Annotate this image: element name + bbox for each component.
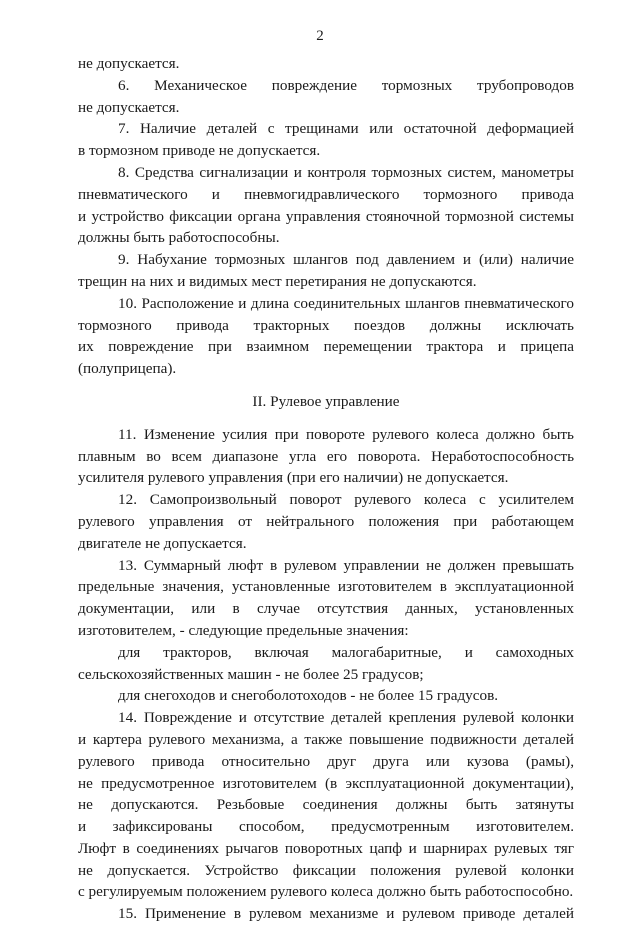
paragraph: [78, 642, 574, 686]
text-line: для снегоходов и снегоболотоходов - не более 15 градусов.: [118, 687, 499, 705]
text-line: с регулируемым положением рулевого колеса должно быть работоспособно.: [78, 883, 574, 901]
text-line: 6. Механическое повреждение тормозных трубопроводов: [118, 76, 574, 94]
text-line: документации, или в случае отсутствия данных, установленных: [78, 600, 574, 618]
text-line: и устройство фиксации органа управления стояночной тормозной системы: [78, 207, 574, 225]
text-line: и зафиксированы способом, предусмотренным изготовителем.: [78, 818, 574, 836]
text-line: не допускается. Устройство фиксации положения рулевой колонки: [78, 861, 574, 879]
text-line: усилителя рулевого управления (при его наличии) не допускается.: [78, 469, 509, 487]
section-heading: II. Рулевое управление: [252, 392, 400, 410]
text-line: в тормозном приводе не допускается.: [78, 142, 321, 160]
text-line: 13. Суммарный люфт в рулевом управлении не должен превышать: [118, 556, 574, 574]
paragraph: [78, 707, 574, 903]
paragraph: [78, 75, 574, 119]
text-line: предельные значения, установленные изготовителем в эксплуатационной: [78, 578, 574, 596]
text-line: изготовителем, - следующие предельные значения:: [78, 621, 409, 639]
paragraph: [78, 424, 574, 489]
paragraph: [78, 555, 574, 642]
text-line: не допускается.: [78, 98, 180, 116]
text-line: и картера рулевого механизма, а также повышение подвижности деталей: [78, 730, 574, 748]
text-line: 8. Средства сигнализации и контроля тормозных систем, манометры: [118, 163, 574, 181]
text-line: 15. Применение в рулевом механизме и рулевом приводе деталей: [118, 905, 574, 923]
text-line: не допускаются. Резьбовые соединения должны быть затянуты: [78, 796, 574, 814]
page-number: 2: [316, 28, 324, 44]
text-line: рулевого управления от нейтрального положения при работающем: [78, 512, 574, 530]
document-body: [78, 53, 574, 925]
text-line: рулевого привода относительно друг друга или кузова (рамы),: [78, 752, 574, 770]
text-line: 7. Наличие деталей с трещинами или остаточной деформацией: [118, 120, 574, 138]
text-line: их повреждение при взаимном перемещении трактора и прицепа: [78, 338, 574, 356]
text-line: пневматического и пневмогидравлического тормозного привода: [78, 185, 574, 203]
paragraph: [78, 162, 574, 249]
paragraph: [78, 489, 574, 554]
paragraph: [78, 118, 574, 162]
text-line: 14. Повреждение и отсутствие деталей крепления рулевой колонки: [118, 709, 574, 727]
text-line: не допускается.: [78, 55, 180, 72]
text-line: 11. Изменение усилия при повороте рулевого колеса должно быть: [118, 425, 574, 443]
text-line: 12. Самопроизвольный поворот рулевого колеса с усилителем: [118, 491, 574, 509]
text-line: 10. Расположение и длина соединительных шлангов пневматического: [118, 294, 574, 312]
text-line: должны быть работоспособны.: [78, 229, 280, 247]
text-line: не предусмотренное изготовителем (в эксплуатационной документации),: [78, 774, 574, 792]
text-line: 9. Набухание тормозных шлангов под давлением и (или) наличие: [118, 251, 574, 269]
text-line: двигателе не допускается.: [78, 534, 247, 552]
text-line: плавным во всем диапазоне угла его поворота. Неработоспособность: [78, 447, 574, 465]
text-line: тормозного привода тракторных поездов должны исключать: [78, 316, 574, 334]
paragraph: [78, 685, 574, 707]
text-line: для тракторов, включая малогабаритные, и самоходных: [118, 643, 574, 661]
text-line: Люфт в соединениях рычагов поворотных цапф и шарнирах рулевых тяг: [78, 839, 574, 857]
text-line: сельскохозяйственных машин - не более 25 градусов;: [78, 665, 424, 683]
paragraph: [78, 53, 574, 75]
paragraph: [78, 903, 574, 925]
text-line: (полуприцепа).: [78, 360, 177, 378]
paragraph: [78, 249, 574, 293]
paragraph: [78, 293, 574, 380]
text-line: трещин на них и видимых мест перетирания не допускаются.: [78, 272, 477, 290]
